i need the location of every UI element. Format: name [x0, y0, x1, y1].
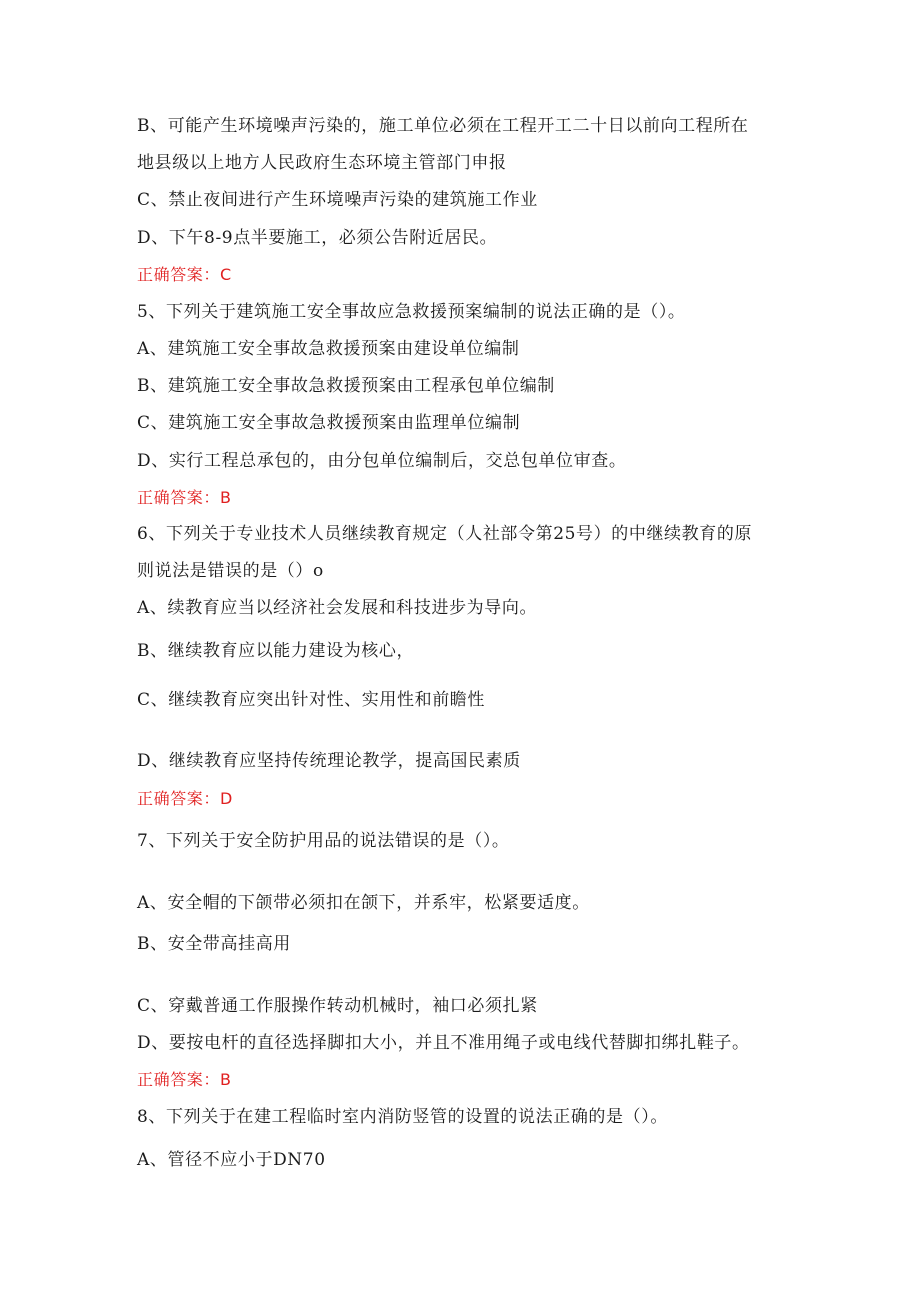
- correct-answer: 正确答案：C: [137, 265, 232, 284]
- option-b-line-1: B、可能产生环境噪声污染的，施工单位必须在工程开工二十日以前向工程所在: [137, 116, 749, 136]
- question-5: 5、下列关于建筑施工安全事故应急救援预案编制的说法正确的是（）。: [137, 302, 686, 322]
- option-a: A、安全帽的下颌带必须扣在颌下，并系牢，松紧要适度。: [137, 893, 590, 913]
- option-a: A、建筑施工安全事故急救援预案由建设单位编制: [137, 339, 520, 359]
- option-b: B、继续教育应以能力建设为核心，: [137, 641, 415, 661]
- option-a: A、管径不应小于DN70: [137, 1150, 326, 1170]
- option-a: A、续教育应当以经济社会发展和科技进步为导向。: [137, 598, 538, 618]
- correct-answer: 正确答案：B: [137, 1070, 232, 1089]
- correct-answer: 正确答案：D: [137, 789, 233, 808]
- option-d: D、下午8-9点半要施工，必须公告附近居民。: [137, 228, 498, 248]
- option-b: B、安全带高挂高用: [137, 934, 291, 954]
- option-b-line-2: 地县级以上地方人民政府生态环境主管部门申报: [137, 153, 507, 173]
- correct-answer: 正确答案：B: [137, 488, 232, 507]
- option-d: D、继续教育应坚持传统理论教学，提高国民素质: [137, 751, 521, 771]
- option-d: D、要按电杆的直径选择脚扣大小，并且不准用绳子或电线代替脚扣绑扎鞋子。: [137, 1033, 750, 1053]
- option-b: B、建筑施工安全事故急救援预案由工程承包单位编制: [137, 376, 555, 396]
- option-c: C、建筑施工安全事故急救援预案由监理单位编制: [137, 413, 521, 433]
- option-d: D、实行工程总承包的，由分包单位编制后，交总包单位审查。: [137, 451, 627, 471]
- option-c: C、穿戴普通工作服操作转动机械时，袖口必须扎紧: [137, 996, 538, 1016]
- question-6-line-1: 6、下列关于专业技术人员继续教育规定（人社部令第25号）的中继续教育的原: [137, 524, 753, 544]
- question-6-line-2: 则说法是错误的是（）o: [137, 561, 324, 581]
- option-c: C、禁止夜间进行产生环境噪声污染的建筑施工作业: [137, 190, 538, 210]
- question-8: 8、下列关于在建工程临时室内消防竖管的设置的说法正确的是（）。: [137, 1107, 668, 1127]
- question-7: 7、下列关于安全防护用品的说法错误的是（）。: [137, 831, 510, 851]
- option-c: C、继续教育应突出针对性、实用性和前瞻性: [137, 690, 486, 710]
